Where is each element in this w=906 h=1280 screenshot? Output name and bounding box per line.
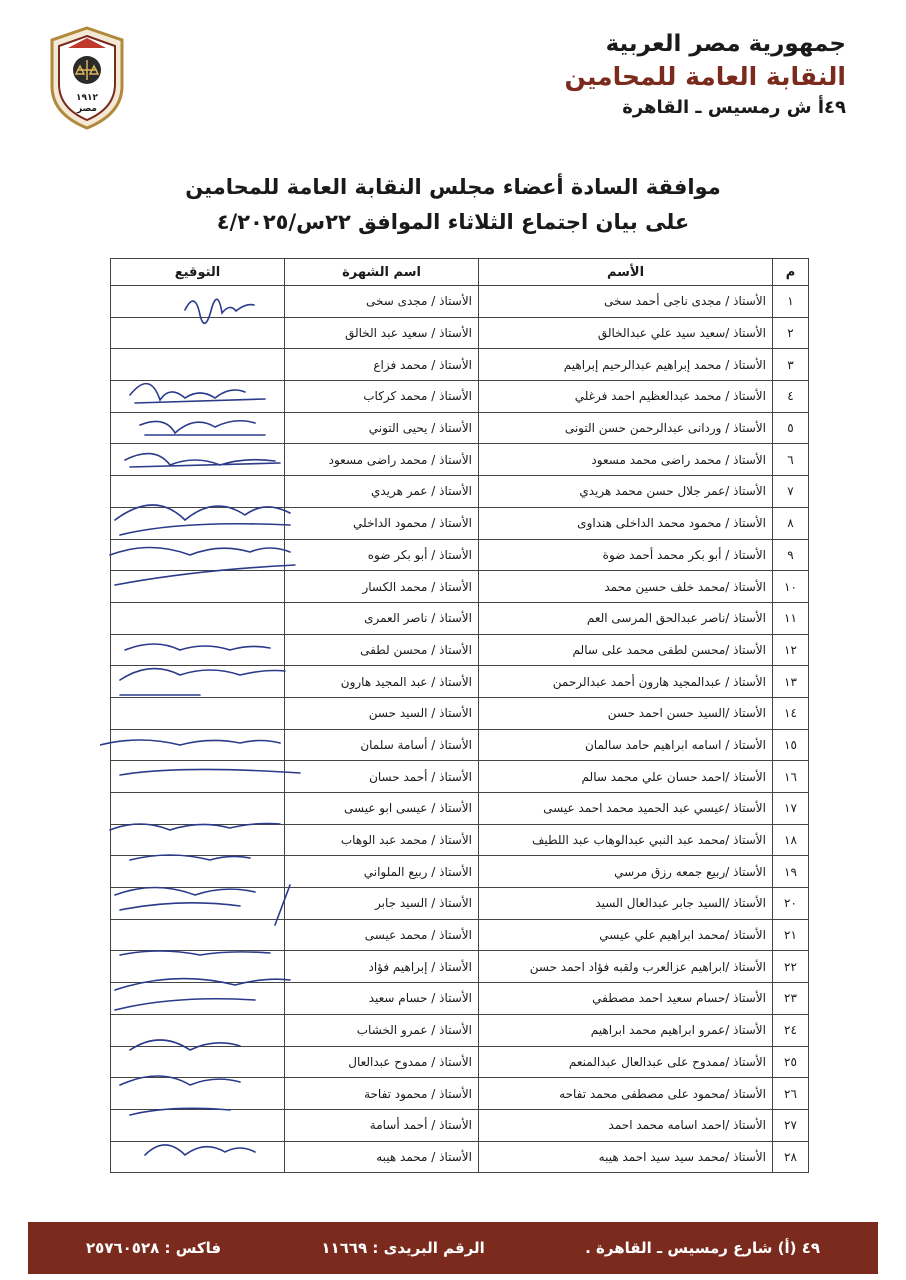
row-number: ٢٣: [773, 983, 809, 1015]
member-full-name: الأستاذ /عمر جلال حسن محمد هريدي: [479, 476, 773, 508]
table-row: [111, 634, 809, 666]
row-number: ١٧: [773, 793, 809, 825]
footer-postal: الرقم البريدى : ١١٦٦٩: [321, 1239, 485, 1257]
country-name: جمهورية مصر العربية: [605, 31, 846, 57]
member-full-name: الأستاذ /ابراهيم عزالعرب ولقبه فؤاد احمد حسن: [479, 951, 773, 983]
member-full-name: الأستاذ /سعيد سيد علي عبدالخالق: [479, 317, 773, 349]
signature-cell: [111, 444, 285, 476]
signature-cell: [111, 761, 285, 793]
signature-cell: [111, 381, 285, 413]
member-known-name: الأستاذ / أحمد أسامة: [285, 1109, 479, 1141]
table-row: [111, 571, 809, 603]
title-line-2: على بيان اجتماع الثلاثاء الموافق ٢٢س/٤/٢٠٢٥: [216, 210, 690, 234]
member-known-name: الأستاذ / السيد جابر: [285, 888, 479, 920]
row-number: ٤: [773, 381, 809, 413]
table-row: [111, 412, 809, 444]
row-number: ٣: [773, 349, 809, 381]
member-known-name: الأستاذ / أسامة سلمان: [285, 729, 479, 761]
row-number: ١٢: [773, 634, 809, 666]
signature-cell: [111, 666, 285, 698]
row-number: ٢٤: [773, 1014, 809, 1046]
signature-cell: [111, 888, 285, 920]
table-row: [111, 381, 809, 413]
members-table: [110, 258, 809, 1173]
table-row: [111, 919, 809, 951]
row-number: ٥: [773, 412, 809, 444]
letterhead: [564, 28, 846, 122]
member-full-name: الأستاذ /محمد ابراهيم علي عيسي: [479, 919, 773, 951]
logo-text: مصر: [76, 104, 98, 114]
signature-cell: [111, 602, 285, 634]
member-known-name: الأستاذ / يحيى التوني: [285, 412, 479, 444]
table-row: [111, 793, 809, 825]
row-number: ١: [773, 286, 809, 318]
row-number: ١٦: [773, 761, 809, 793]
row-number: ٢٠: [773, 888, 809, 920]
signature-cell: [111, 1141, 285, 1173]
table-row: [111, 951, 809, 983]
row-number: ١٥: [773, 729, 809, 761]
member-full-name: الأستاذ /احمد حسان علي محمد سالم: [479, 761, 773, 793]
signature-cell: [111, 349, 285, 381]
member-full-name: الأستاذ /السيد حسن احمد حسن: [479, 697, 773, 729]
members-table-wrap: [110, 258, 808, 1173]
member-known-name: الأستاذ / إبراهيم فؤاد: [285, 951, 479, 983]
member-known-name: الأستاذ / محمد عيسى: [285, 919, 479, 951]
member-full-name: الأستاذ /ربيع جمعه رزق مرسي: [479, 856, 773, 888]
signature-cell: [111, 634, 285, 666]
member-full-name: الأستاذ /محمد عبد النبي عبدالوهاب عبد اللطيف: [479, 824, 773, 856]
table-row: [111, 1014, 809, 1046]
signature-cell: [111, 824, 285, 856]
table-row: [111, 317, 809, 349]
member-known-name: الأستاذ / محمود الداخلي: [285, 507, 479, 539]
member-full-name: الأستاذ /السيد جابر عبدالعال السيد: [479, 888, 773, 920]
signature-cell: [111, 729, 285, 761]
row-number: ٢٨: [773, 1141, 809, 1173]
member-known-name: الأستاذ / سعيد عبد الخالق: [285, 317, 479, 349]
table-row: [111, 1141, 809, 1173]
signature-cell: [111, 571, 285, 603]
table-row: [111, 1109, 809, 1141]
footer-fax: فاكس : ٢٥٧٦٠٥٢٨: [86, 1239, 222, 1257]
member-full-name: الأستاذ / مجدى ناجى أحمد سخى: [479, 286, 773, 318]
member-known-name: الأستاذ / محمد هيبه: [285, 1141, 479, 1173]
header-address: ٤٩أ ش رمسيس ـ القاهرة: [622, 97, 846, 118]
row-number: ٢٦: [773, 1078, 809, 1110]
member-full-name: الأستاذ / محمود محمد الداخلى هنداوى: [479, 507, 773, 539]
member-full-name: الأستاذ /ناصر عبدالحق المرسى العم: [479, 602, 773, 634]
member-known-name: الأستاذ / محمد راضى مسعود: [285, 444, 479, 476]
document-title: [120, 170, 786, 240]
member-known-name: الأستاذ / محسن لطفى: [285, 634, 479, 666]
row-number: ١٤: [773, 697, 809, 729]
row-number: ٦: [773, 444, 809, 476]
signature-cell: [111, 476, 285, 508]
signature-cell: [111, 1109, 285, 1141]
signature-cell: [111, 983, 285, 1015]
member-full-name: الأستاذ /حسام سعيد احمد مصطفي: [479, 983, 773, 1015]
member-full-name: الأستاذ / وردانى عبدالرحمن حسن التونى: [479, 412, 773, 444]
header-fame: اسم الشهرة: [285, 259, 479, 286]
letterhead-footer: [28, 1222, 878, 1274]
row-number: ٨: [773, 507, 809, 539]
member-known-name: الأستاذ / ممدوح عبدالعال: [285, 1046, 479, 1078]
member-known-name: الأستاذ / عمر هريدي: [285, 476, 479, 508]
title-line-1: موافقة السادة أعضاء مجلس النقابة العامة للمحامين: [185, 175, 721, 199]
syndicate-name: النقابة العامة للمحامين: [564, 62, 846, 91]
member-full-name: الأستاذ / عبدالمجيد هارون أحمد عبدالرحمن: [479, 666, 773, 698]
member-full-name: الأستاذ / محمد راضى محمد مسعود: [479, 444, 773, 476]
row-number: ٢٢: [773, 951, 809, 983]
table-row: [111, 1046, 809, 1078]
row-number: ١٣: [773, 666, 809, 698]
signature-cell: [111, 539, 285, 571]
table-row: [111, 666, 809, 698]
signature-cell: [111, 793, 285, 825]
row-number: ١١: [773, 602, 809, 634]
table-row: [111, 286, 809, 318]
row-number: ٢١: [773, 919, 809, 951]
row-number: ٩: [773, 539, 809, 571]
member-known-name: الأستاذ / عمرو الخشاب: [285, 1014, 479, 1046]
member-known-name: الأستاذ / أبو بكر ضوه: [285, 539, 479, 571]
signature-cell: [111, 951, 285, 983]
member-full-name: الأستاذ /محمد خلف حسين محمد: [479, 571, 773, 603]
member-known-name: الأستاذ / عيسى ابو عيسى: [285, 793, 479, 825]
table-row: [111, 824, 809, 856]
row-number: ٢: [773, 317, 809, 349]
signature-cell: [111, 1046, 285, 1078]
member-full-name: الأستاذ /ممدوح على عبدالعال عبدالمنعم: [479, 1046, 773, 1078]
row-number: ٧: [773, 476, 809, 508]
member-known-name: الأستاذ / مجدى سخى: [285, 286, 479, 318]
member-known-name: الأستاذ / أحمد حسان: [285, 761, 479, 793]
member-known-name: الأستاذ / حسام سعيد: [285, 983, 479, 1015]
footer-address: ٤٩ (أ) شارع رمسيس ـ القاهرة .: [585, 1239, 820, 1257]
bar-association-logo: [48, 26, 126, 130]
header-name: الأسم: [479, 259, 773, 286]
member-known-name: الأستاذ / عبد المجيد هارون: [285, 666, 479, 698]
member-full-name: الأستاذ /محسن لطفى محمد على سالم: [479, 634, 773, 666]
table-row: [111, 476, 809, 508]
member-full-name: الأستاذ / محمد إبراهيم عبدالرحيم إبراهيم: [479, 349, 773, 381]
row-number: ٢٧: [773, 1109, 809, 1141]
member-full-name: الأستاذ /احمد اسامه محمد احمد: [479, 1109, 773, 1141]
table-row: [111, 1078, 809, 1110]
table-row: [111, 539, 809, 571]
header-num: م: [773, 259, 809, 286]
table-row: [111, 729, 809, 761]
member-known-name: الأستاذ / محمد عبد الوهاب: [285, 824, 479, 856]
signature-cell: [111, 856, 285, 888]
member-full-name: الأستاذ /عيسي عبد الحميد محمد احمد عيسى: [479, 793, 773, 825]
member-full-name: الأستاذ /عمرو ابراهيم محمد ابراهيم: [479, 1014, 773, 1046]
row-number: ١٨: [773, 824, 809, 856]
row-number: ١٩: [773, 856, 809, 888]
member-full-name: الأستاذ / أبو بكر محمد أحمد ضوة: [479, 539, 773, 571]
table-body: [111, 286, 809, 1173]
signature-cell: [111, 697, 285, 729]
logo-year: ١٩١٢: [76, 93, 98, 103]
member-known-name: الأستاذ / ربيع الملواني: [285, 856, 479, 888]
member-known-name: الأستاذ / محمود تفاحة: [285, 1078, 479, 1110]
member-known-name: الأستاذ / ناصر العمرى: [285, 602, 479, 634]
signature-cell: [111, 317, 285, 349]
signature-cell: [111, 507, 285, 539]
table-row: [111, 602, 809, 634]
signature-cell: [111, 1014, 285, 1046]
signature-cell: [111, 1078, 285, 1110]
table-row: [111, 444, 809, 476]
header-signature: التوقيع: [111, 259, 285, 286]
member-known-name: الأستاذ / السيد حسن: [285, 697, 479, 729]
table-row: [111, 983, 809, 1015]
member-full-name: الأستاذ /محمود على مصطفى محمد تفاحه: [479, 1078, 773, 1110]
member-known-name: الأستاذ / محمد فزاع: [285, 349, 479, 381]
signature-cell: [111, 919, 285, 951]
table-row: [111, 761, 809, 793]
table-header-row: [111, 259, 809, 286]
table-row: [111, 697, 809, 729]
row-number: ٢٥: [773, 1046, 809, 1078]
member-full-name: الأستاذ / اسامه ابراهيم حامد سالمان: [479, 729, 773, 761]
member-known-name: الأستاذ / محمد كركاب: [285, 381, 479, 413]
member-full-name: الأستاذ / محمد عبدالعظيم احمد فرغلي: [479, 381, 773, 413]
member-full-name: الأستاذ /محمد سيد سيد احمد هيبه: [479, 1141, 773, 1173]
table-row: [111, 349, 809, 381]
table-row: [111, 856, 809, 888]
member-known-name: الأستاذ / محمد الكسار: [285, 571, 479, 603]
row-number: ١٠: [773, 571, 809, 603]
table-row: [111, 507, 809, 539]
signature-cell: [111, 412, 285, 444]
table-row: [111, 888, 809, 920]
signature-cell: [111, 286, 285, 318]
